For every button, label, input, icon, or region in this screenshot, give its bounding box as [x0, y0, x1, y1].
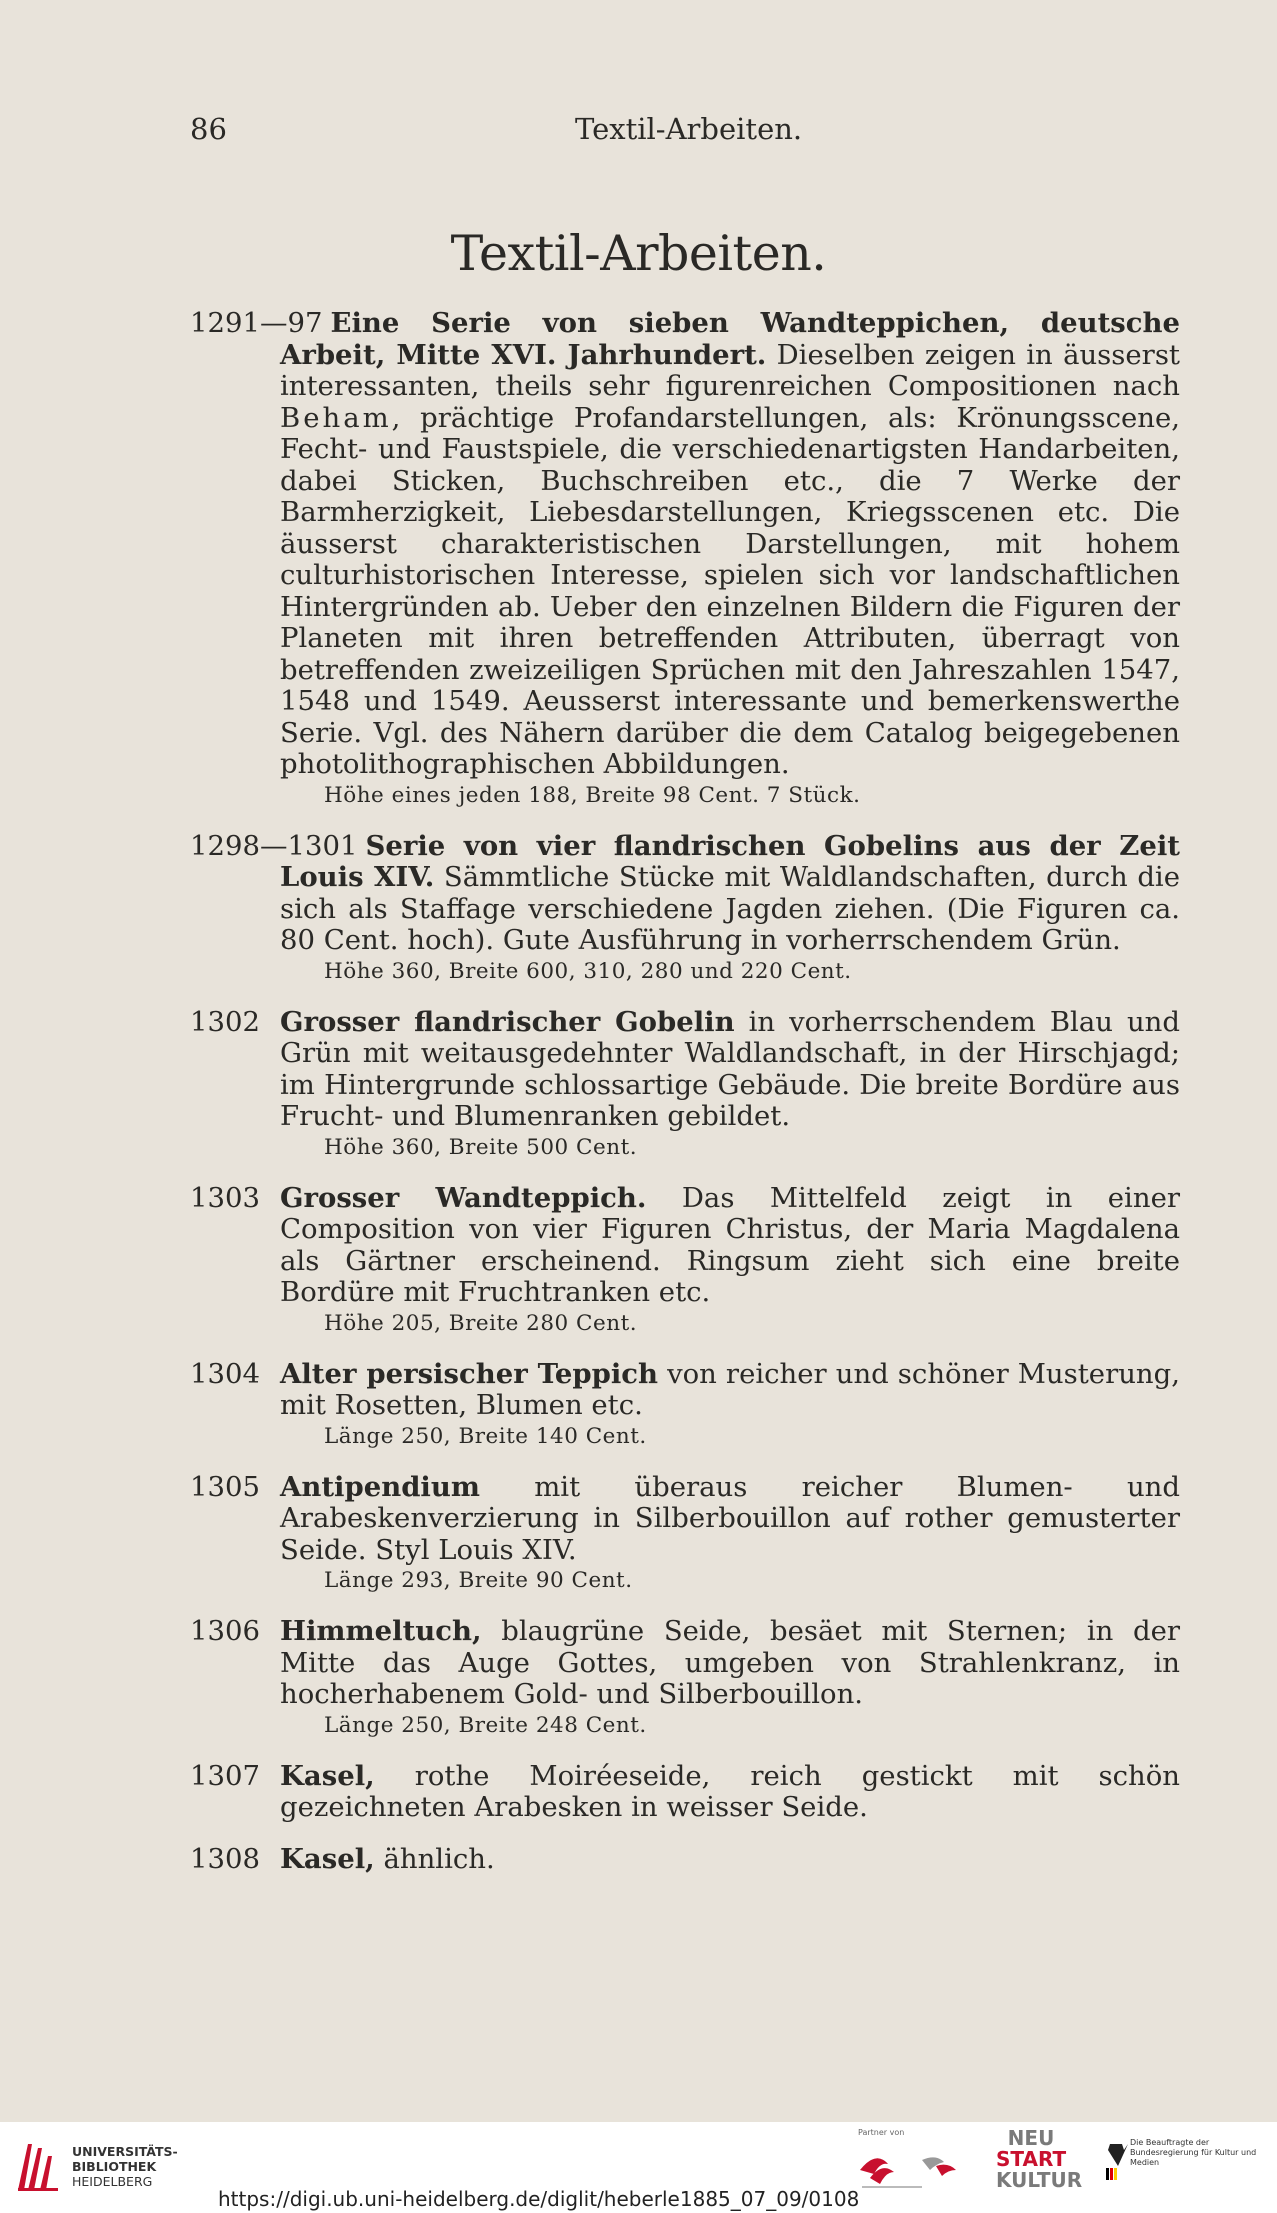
- entry-text: von reicher und schöner Musterung, mit Rosetten, Blumen etc.: [280, 1357, 1180, 1421]
- running-head: [190, 112, 1190, 152]
- entry-dimensions: Länge 250, Breite 140 Cent.: [324, 1423, 647, 1449]
- entry-lead: Kasel,: [280, 1842, 375, 1875]
- neustart-kultur-logo: [996, 2126, 1083, 2192]
- entry-lead: Serie von vier flandrischen Gobelins aus der Zeit Louis XIV.: [280, 829, 1180, 893]
- catalog-entry-1291: [190, 308, 1180, 811]
- catalog-entry-1305: [190, 1472, 1180, 1597]
- entry-lead: Himmeltuch,: [280, 1615, 482, 1647]
- library-logo-icon: [14, 2138, 66, 2194]
- entry-lead: Eine Serie von sieben Wandteppichen, deutsche Arbeit, Mitte XVI. Jahrhundert.: [280, 307, 1180, 371]
- catalog-entry-1306: [190, 1616, 1180, 1741]
- partner-label: Partner von: [858, 2128, 905, 2137]
- neustart-word-2: START: [996, 2147, 1067, 2171]
- entry-description: [190, 1616, 1180, 1711]
- entry-text: rothe Moiréeseide, reich gestickt mit schön gezeichneten Arabesken in weisser Seide.: [280, 1759, 1180, 1823]
- neustart-word-3: KULTUR: [996, 2168, 1083, 2192]
- entry-dimensions: Höhe 360, Breite 600, 310, 280 und 220 Cent.: [324, 958, 852, 984]
- partner-bird-logo-icon: [852, 2140, 982, 2194]
- artist-name: Beham: [280, 401, 392, 434]
- lot-number: 1307: [190, 1759, 260, 1792]
- entry-dimensions: Länge 293, Breite 90 Cent.: [324, 1568, 633, 1593]
- entry-dimensions: Höhe 360, Breite 500 Cent.: [324, 1134, 638, 1160]
- catalog-entry-1304: [190, 1359, 1180, 1452]
- viewer-footer: [0, 2122, 1277, 2213]
- entry-dimensions: Höhe 205, Breite 280 Cent.: [324, 1310, 638, 1336]
- entry-text: in vorherrschendem Blau und Grün mit weitausgedehnter Waldlandschaft, in der Hirschjagd; im Hintergrunde schlossartige Gebäude. Die breite Bordüre aus Frucht- und Blumenranken gebildet.: [280, 1005, 1180, 1132]
- lot-number: 1304: [190, 1357, 260, 1390]
- entry-lead: Antipendium: [280, 1470, 480, 1503]
- library-name-line1: UNIVERSITÄTS-: [72, 2144, 178, 2159]
- lot-number: 1308: [190, 1842, 260, 1875]
- entry-text: mit überaus reicher Blumen- und Arabeskenverzierung in Silberbouillon auf rother gemusterter Seide. Styl Louis XIV.: [280, 1470, 1180, 1566]
- entry-text-continued: , prächtige Profandarstellungen, als: Krönungsscene, Fecht- und Faustspiele, die verschiedenartigsten Handarbeiten, dabei Sticken, Buchschreiben etc., die 7 Werke der Barmherzigkeit, Liebesdarstellungen, Kriegsscenen etc. Die äusserst charakteristischen Darstellungen, mit hohem culturhistorischen Interesse, spielen sich vor landschaftlichen Hintergründen ab. Ueber den einzelnen Bildern die Figuren der Planeten mit ihren betreffenden Attributen, überragt von betreffenden zweizeiligen Sprüchen mit den Jahreszahlen 1547, 1548 und 1549. Aeusserst interessante und bemerkenswerthe Serie. Vgl. des Nähern darüber die dem Catalog beigegebenen photolithographischen Abbildungen.: [280, 401, 1180, 780]
- entry-dimensions: Länge 250, Breite 248 Cent.: [324, 1712, 647, 1738]
- catalog-entry-1308: [190, 1844, 1180, 1876]
- lot-number: 1302: [190, 1005, 260, 1038]
- running-title: Textil-Arbeiten.: [575, 112, 803, 146]
- entry-text: Das Mittelfeld zeigt in einer Composition von vier Figuren Christus, der Maria Magdalena als Gärtner erscheinend. Ringsum zieht sich eine breite Bordüre mit Fruchtranken etc.: [280, 1181, 1180, 1308]
- entry-description: [190, 1007, 1180, 1133]
- catalog-entry-1307: [190, 1761, 1180, 1824]
- entry-text: Sämmtliche Stücke mit Waldlandschaften, durch die sich als Staffage verschiedene Jagden ziehen. (Die Figuren ca. 80 Cent. hoch). Gute Ausführung in vorherrschendem Grün.: [280, 861, 1180, 956]
- entry-lead: Kasel,: [280, 1759, 375, 1792]
- lot-number: 1303: [190, 1181, 260, 1214]
- neustart-word-1: NEU: [1007, 2126, 1055, 2150]
- library-name-line3: HEIDELBERG: [72, 2174, 153, 2189]
- catalog-entry-1298: [190, 831, 1180, 987]
- entry-text: Dieselben zeigen in äusserst interessanten, theils sehr figurenreichen Compositionen nach: [280, 338, 1180, 402]
- entry-text: ähnlich.: [374, 1842, 495, 1875]
- page-number: 86: [190, 112, 227, 146]
- page-url[interactable]: https://digi.ub.uni-heidelberg.de/diglit/heberle1885_07_09/0108: [218, 2187, 860, 2211]
- lot-number: 1291—97: [190, 307, 323, 339]
- catalog-entry-1303: [190, 1183, 1180, 1339]
- library-name: [72, 2144, 178, 2189]
- government-text: Die Beauftragte der Bundesregierung für Kultur und Medien: [1130, 2138, 1257, 2167]
- entry-description: [190, 1359, 1180, 1422]
- entry-description: [190, 1844, 1180, 1876]
- entry-lead: Grosser Wandteppich.: [280, 1181, 647, 1214]
- lot-number: 1305: [190, 1470, 260, 1503]
- entry-description: [190, 831, 1180, 957]
- catalog-entries: [190, 308, 1180, 1895]
- entry-description: [190, 308, 1180, 781]
- entry-dimensions: Höhe eines jeden 188, Breite 98 Cent. 7 Stück.: [324, 782, 861, 808]
- entry-description: [190, 1183, 1180, 1309]
- entry-description: [190, 1472, 1180, 1567]
- entry-description: [190, 1761, 1180, 1824]
- entry-lead: Alter persischer Teppich: [280, 1357, 659, 1390]
- catalog-entry-1302: [190, 1007, 1180, 1163]
- library-name-line2: BIBLIOTHEK: [72, 2159, 157, 2174]
- entry-text: blaugrüne Seide, besäet mit Sternen; in der Mitte das Auge Gottes, umgeben von Strahlenkranz, in hocherhabenem Gold- und Silberbouillon.: [280, 1615, 1180, 1710]
- lot-number: 1306: [190, 1615, 260, 1647]
- lot-number: 1298—1301: [190, 829, 358, 862]
- entry-lead: Grosser flandrischer Gobelin: [280, 1005, 735, 1038]
- section-title: Textil-Arbeiten.: [450, 225, 827, 282]
